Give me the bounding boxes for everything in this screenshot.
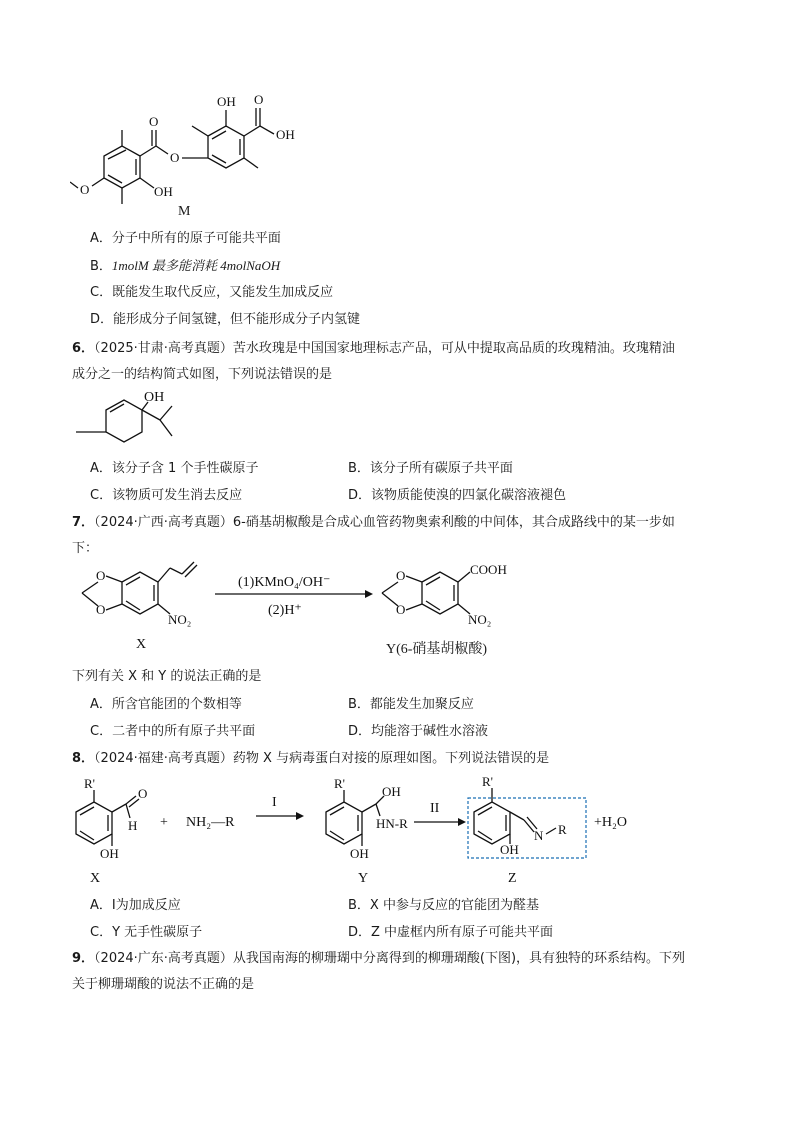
q5-option-c: C．既能发生取代反应，又能发生加成反应 (90, 285, 334, 300)
amine-label: NH₂—R (186, 815, 235, 830)
svg-text:O: O (96, 602, 106, 617)
svg-text:I: I (272, 795, 277, 810)
svg-text:N: N (534, 828, 544, 843)
q5-option-d: D．能形成分子间氢键，但不能形成分子内氢键 (90, 312, 361, 327)
q7-option-d: D．均能溶于碱性水溶液 (348, 724, 489, 739)
y-cooh-label: COOH (470, 562, 507, 577)
reagent-1: (1)KMnO₄/OH⁻ (238, 575, 331, 590)
q6-option-a: A．该分子含 1 个手性碳原子 (90, 461, 259, 476)
q7-x-label: X (136, 637, 147, 652)
q8-option-d: D．Z 中虚框内所有原子可能共平面 (348, 925, 554, 940)
svg-text:O: O (96, 568, 106, 583)
q6-structure (72, 388, 202, 456)
q6-stem: 6．（2025·甘肃·高考真题）苦水玫瑰是中国国家地理标志产品，可从中提取高品质的玫瑰精油。玫瑰精油 成分之一的结构简式如图，下列说法错误的是 (72, 341, 675, 382)
q6-option-c: C．该物质可发生消去反应 (90, 488, 243, 503)
cooh-oh-label: OH (276, 127, 295, 142)
svg-text:OH: OH (100, 846, 119, 861)
svg-text:R: R (558, 822, 567, 837)
x-no2-label: NO₂ (168, 612, 192, 627)
q8-option-a: A．Ⅰ为加成反应 (90, 898, 181, 913)
q8-reaction-scheme (70, 776, 670, 892)
svg-text:OH: OH (382, 784, 401, 799)
svg-text:O: O (396, 602, 406, 617)
q8-stem: 8．（2024·福建·高考真题）药物 X 与病毒蛋白对接的原理如图。下列说法错误的是 (72, 751, 550, 766)
svg-text:OH: OH (500, 842, 519, 857)
ether-o-label: O (80, 182, 90, 197)
molecule-m-structure (70, 88, 310, 223)
y-no2-label: NO₂ (468, 612, 492, 627)
oh-label: OH (217, 94, 236, 109)
svg-text:HN-R: HN-R (376, 816, 408, 831)
q6-option-b: B．该分子所有碳原子共平面 (348, 461, 513, 476)
q5-option-b: B．1molM 最多能消耗 4molNaOH (90, 258, 281, 274)
ester-carbonyl-o-label: O (149, 114, 159, 129)
q6-option-d: D．该物质能使溴的四氯化碳溶液褪色 (348, 488, 567, 503)
svg-text:O: O (396, 568, 406, 583)
q7-question: 下列有关 X 和 Y 的说法正确的是 (72, 669, 262, 684)
q5-option-a: A．分子中所有的原子可能共平面 (90, 231, 281, 246)
q7-option-c: C．二者中的所有原子共平面 (90, 724, 256, 739)
reagent-2: (2)H⁺ (268, 603, 302, 618)
molecule-label-m: M (178, 204, 191, 219)
svg-text:R': R' (334, 776, 346, 791)
q8-option-c: C．Y 无手性碳原子 (90, 925, 203, 940)
svg-text:II: II (430, 801, 440, 816)
q8-y-label: Y (358, 871, 369, 886)
svg-text:H: H (128, 818, 138, 833)
svg-text:R': R' (84, 776, 96, 791)
q8-x-label: X (90, 871, 101, 886)
q7-option-a: A．所含官能团的个数相等 (90, 697, 242, 712)
water-label: +H₂O (594, 815, 627, 830)
svg-text:O: O (138, 786, 148, 801)
svg-text:R': R' (482, 776, 494, 789)
carbonyl-o-label: O (254, 92, 264, 107)
q7-option-b: B．都能发生加聚反应 (348, 697, 474, 712)
svg-text:OH: OH (350, 846, 369, 861)
ester-o-label: O (170, 150, 180, 165)
svg-text:+: + (160, 815, 168, 830)
q7-stem: 7．（2024·广西·高考真题）6-硝基胡椒酸是合成心血管药物奥索利酸的中间体，其合成路线中的某一步如 下： (72, 515, 675, 556)
q8-z-label: Z (508, 871, 517, 886)
phenol-oh-label: OH (154, 184, 173, 199)
q9-stem: 9．（2024·广东·高考真题）从我国南海的柳珊瑚中分离得到的柳珊瑚酸(下图)，具有独特的环系结构。下列 关于柳珊瑚酸的说法不正确的是 (72, 951, 686, 992)
q8-option-b: B．X 中参与反应的官能团为醛基 (348, 898, 539, 913)
q7-y-label: Y(6-硝基胡椒酸) (386, 642, 488, 657)
oh-label: OH (144, 390, 165, 405)
